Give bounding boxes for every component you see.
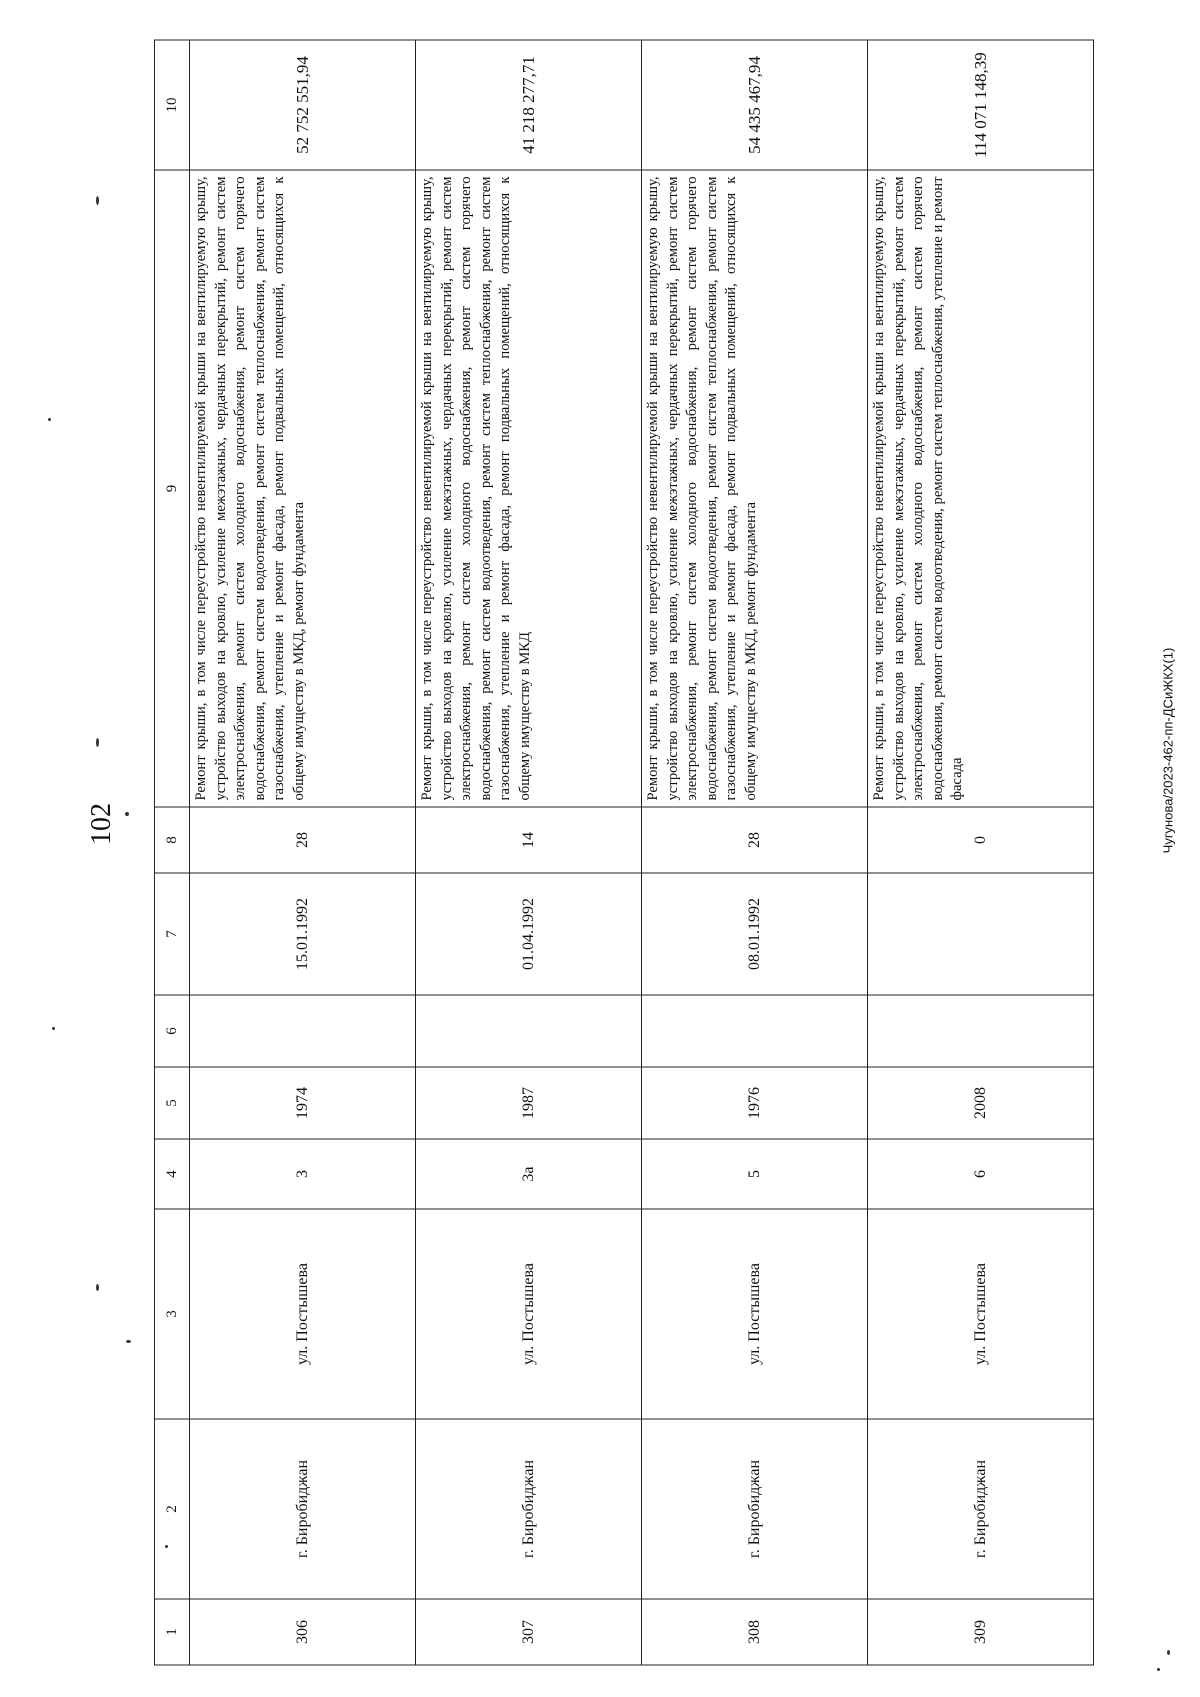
register-table-frame xyxy=(154,40,1074,1665)
house-number-cell: 3а xyxy=(416,1139,642,1209)
scan-speck xyxy=(165,1545,168,1548)
table-row xyxy=(416,40,642,1665)
scan-speck xyxy=(48,418,51,421)
header-col-3: 3 xyxy=(155,1209,190,1419)
street-cell: ул. Постышева xyxy=(190,1209,416,1419)
works-description-cell: Ремонт крыши, в том числе переустройство невентилируемой крыши на вентилируемую крышу, устройство выходов на кровлю, усиление межэтажных, чердачных перекрытий, ремонт систем электроснабжения, ремонт систем холодного водоснабжения, ремонт систем горячего водоснабжения, ремонт систем водоотведения, ремонт систем теплоснабжения, утепление и ремонт фасада xyxy=(868,170,1094,807)
house-number-cell: 3 xyxy=(190,1139,416,1209)
column-6-cell xyxy=(416,995,642,1067)
year-built-cell: 1974 xyxy=(190,1067,416,1139)
scan-speck xyxy=(96,196,99,205)
table-row xyxy=(190,40,416,1665)
cost-cell: 52 752 551,94 xyxy=(190,40,416,170)
year-built-cell: 1976 xyxy=(642,1067,868,1139)
header-col-2: 2 xyxy=(155,1419,190,1599)
header-col-5: 5 xyxy=(155,1067,190,1139)
street-cell: ул. Постышева xyxy=(416,1209,642,1419)
works-description-cell: Ремонт крыши, в том числе переустройство невентилируемой крыши на вентилируемую крышу, устройство выходов на кровлю, усиление межэтажных, чердачных перекрытий, ремонт систем электроснабжения, ремонт систем холодного водоснабжения, ремонт систем горячего водоснабжения, ремонт систем водоотведения, ремонт систем теплоснабжения, ремонт систем газоснабжения, утепление и ремонт фасада, ремонт подвальных помещений, относящихся к общему имуществу в МКД, ремонт фундамента xyxy=(190,170,416,807)
house-number-cell: 5 xyxy=(642,1139,868,1209)
column-8-cell: 28 xyxy=(190,807,416,873)
city-cell: г. Биробиджан xyxy=(190,1419,416,1599)
column-8-cell: 28 xyxy=(642,807,868,873)
year-built-cell: 2008 xyxy=(868,1067,1094,1139)
column-6-cell xyxy=(868,995,1094,1067)
header-col-1: 1 xyxy=(155,1599,190,1665)
column-8-cell: 0 xyxy=(868,807,1094,873)
header-row xyxy=(155,40,190,1665)
date-cell: 08.01.1992 xyxy=(642,873,868,995)
table-row xyxy=(642,40,868,1665)
document-reference: Чугунова/2023-462-пп-ДСиЖКХ(1) xyxy=(1160,647,1176,853)
header-col-4: 4 xyxy=(155,1139,190,1209)
column-6-cell xyxy=(642,995,868,1067)
cost-cell: 41 218 277,71 xyxy=(416,40,642,170)
city-cell: г. Биробиджан xyxy=(642,1419,868,1599)
row-number: 306 xyxy=(190,1599,416,1665)
scan-speck xyxy=(96,738,99,747)
city-cell: г. Биробиджан xyxy=(416,1419,642,1599)
table-row xyxy=(868,40,1094,1665)
scan-speck xyxy=(1167,1650,1170,1655)
year-built-cell: 1987 xyxy=(416,1067,642,1139)
header-col-10: 10 xyxy=(155,40,190,170)
header-col-8: 8 xyxy=(155,807,190,873)
column-8-cell: 14 xyxy=(416,807,642,873)
date-cell: 01.04.1992 xyxy=(416,873,642,995)
works-description-cell: Ремонт крыши, в том числе переустройство невентилируемой крыши на вентилируемую крышу, устройство выходов на кровлю, усиление межэтажных, чердачных перекрытий, ремонт систем электроснабжения, ремонт систем холодного водоснабжения, ремонт систем горячего водоснабжения, ремонт систем водоотведения, ремонт систем теплоснабжения, ремонт систем газоснабжения, утепление и ремонт фасада, ремонт подвальных помещений, относящихся к общему имуществу в МКД, ремонт фундамента xyxy=(642,170,868,807)
works-description-cell: Ремонт крыши, в том числе переустройство невентилируемой крыши на вентилируемую крышу, устройство выходов на кровлю, усиление межэтажных, чердачных перекрытий, ремонт систем электроснабжения, ремонт систем холодного водоснабжения, ремонт систем горячего водоснабжения, ремонт систем водоотведения, ремонт систем теплоснабжения, ремонт систем газоснабжения, утепление и ремонт фасада, ремонт подвальных помещений, относящихся к общему имуществу в МКД xyxy=(416,170,642,807)
street-cell: ул. Постышева xyxy=(642,1209,868,1419)
header-col-6: 6 xyxy=(155,995,190,1067)
city-cell: г. Биробиджан xyxy=(868,1419,1094,1599)
cost-cell: 54 435 467,94 xyxy=(642,40,868,170)
scan-speck xyxy=(52,1027,55,1030)
row-number: 308 xyxy=(642,1599,868,1665)
scan-speck xyxy=(125,812,129,816)
scan-speck xyxy=(96,1284,99,1291)
header-col-7: 7 xyxy=(155,873,190,995)
scan-speck xyxy=(126,1340,131,1343)
register-table xyxy=(154,39,1094,1665)
register-table-rotated xyxy=(154,40,1074,1665)
date-cell xyxy=(868,873,1094,995)
row-number: 307 xyxy=(416,1599,642,1665)
street-cell: ул. Постышева xyxy=(868,1209,1094,1419)
cost-cell: 114 071 148,39 xyxy=(868,40,1094,170)
house-number-cell: 6 xyxy=(868,1139,1094,1209)
scan-speck xyxy=(1157,1668,1160,1671)
column-6-cell xyxy=(190,995,416,1067)
header-col-9: 9 xyxy=(155,170,190,807)
page-number: 102 xyxy=(86,803,117,845)
date-cell: 15.01.1992 xyxy=(190,873,416,995)
row-number: 309 xyxy=(868,1599,1094,1665)
document-reference-container xyxy=(1153,400,1183,1100)
